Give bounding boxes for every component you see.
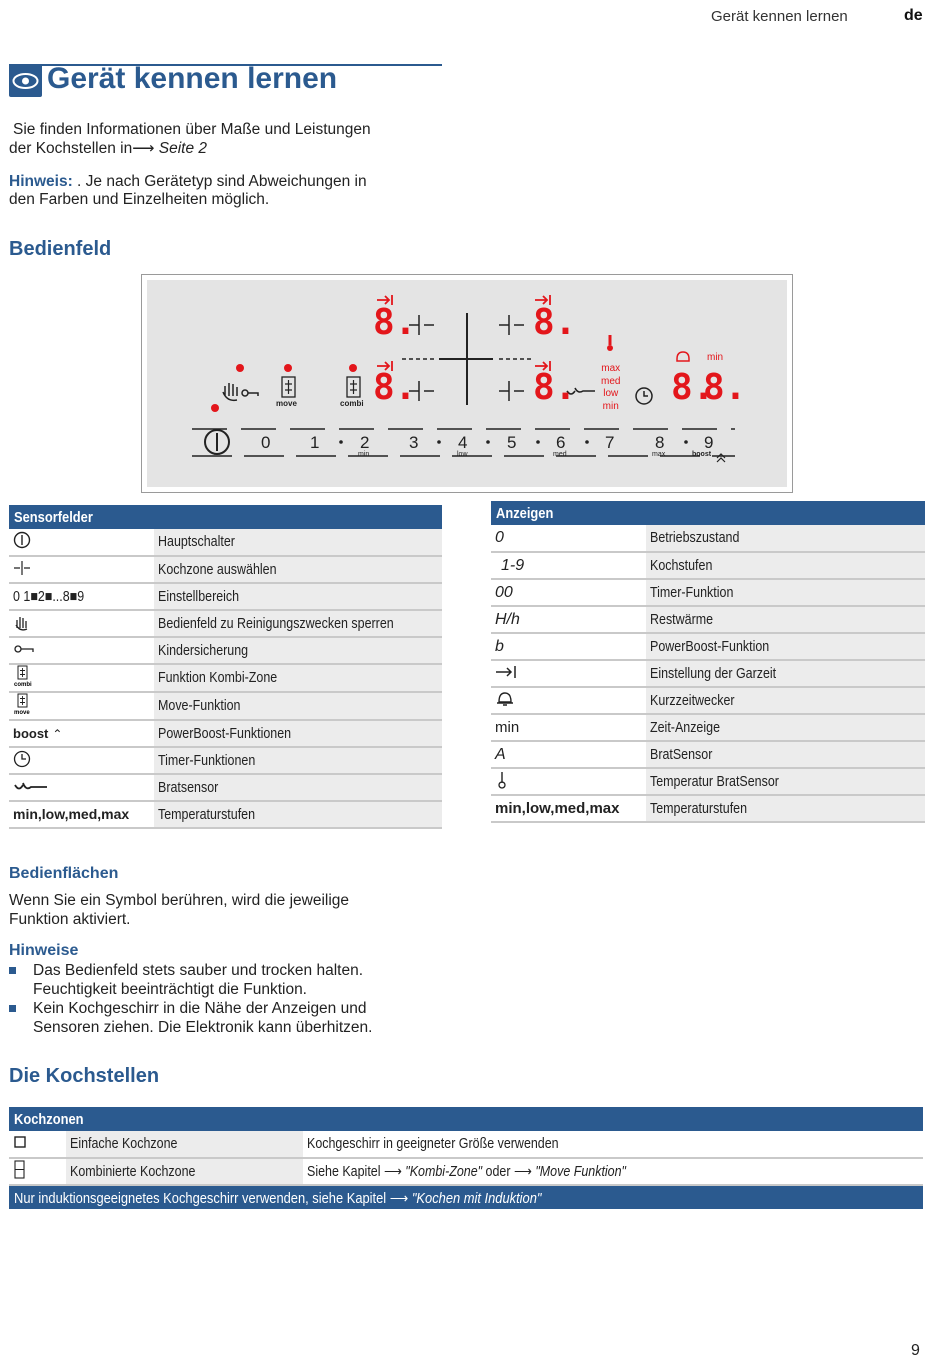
section-title-bedienfeld: Bedienfeld: [9, 238, 112, 260]
clock-icon: [9, 747, 154, 774]
power-level-2[interactable]: 2: [360, 433, 370, 452]
display-symbol: A: [491, 741, 646, 768]
hint-bullet-2-line-1: Kein Kochgeschirr in die Nähe der Anzeigen und: [33, 1000, 367, 1017]
zone-name: Kombinierte Kochzone: [66, 1158, 303, 1185]
temperature-levels-icon: min,low,med,max: [491, 795, 646, 822]
sensor-label: Move-Funktion: [154, 692, 442, 720]
section-title-kochstellen: Die Kochstellen: [9, 1065, 160, 1087]
sensor-label: Temperaturstufen: [154, 801, 442, 828]
power-level-7[interactable]: 7: [605, 433, 615, 452]
hint-label: Hinweis:: [9, 173, 73, 190]
crosshair-icon: [9, 556, 154, 583]
indicator-dot: [236, 364, 244, 372]
sensor-label: Timer-Funktionen: [154, 747, 442, 774]
move-icon: [9, 692, 154, 720]
page-title: Gerät kennen lernen: [47, 62, 338, 95]
sensor-label: Funktion Kombi-Zone: [154, 664, 442, 692]
arrow-icon: ⟶: [389, 1189, 412, 1207]
eye-icon: [9, 64, 42, 97]
under-label-min: min: [358, 451, 370, 458]
power-icon: [9, 529, 154, 556]
hint-line-1: [9, 172, 367, 191]
level-max: max: [601, 363, 621, 374]
move-function-link[interactable]: "Move Funktion": [535, 1163, 626, 1180]
zone-display-bottom-right: 8.: [533, 367, 577, 408]
hints-title: Hinweise: [9, 942, 79, 959]
single-zone-icon: [9, 1131, 66, 1158]
under-label-max: max: [652, 451, 666, 458]
power-level-6[interactable]: 6: [556, 433, 566, 452]
language-code: de: [904, 7, 923, 24]
level-min: min: [602, 400, 619, 412]
sensor-label: PowerBoost-Funktionen: [154, 720, 442, 747]
level-med: med: [601, 375, 621, 387]
arrow-icon: ⟶: [132, 140, 155, 157]
hand-icon: [9, 610, 154, 637]
key-icon: [9, 637, 154, 664]
temperature-levels: [601, 363, 620, 413]
zone-display-top-right: 8.: [533, 302, 577, 343]
hint-line-2: den Farben und Einzelheiten möglich.: [9, 191, 270, 208]
power-level-4[interactable]: 4: [458, 433, 468, 452]
indicator-dot: [349, 364, 357, 372]
display-symbol: 0: [491, 525, 646, 552]
display-label: Kurzzeitwecker: [646, 687, 925, 714]
power-level-5[interactable]: 5: [507, 433, 517, 452]
display-label: Zeit-Anzeige: [646, 714, 925, 741]
display-table-header: Anzeigen: [491, 501, 925, 525]
indicator-dot: [211, 404, 219, 412]
kochzonen-table: [9, 1107, 923, 1209]
sensor-label: Kindersicherung: [154, 637, 442, 664]
display-label: Temperaturstufen: [646, 795, 925, 822]
intro-text: der Kochstellen in: [9, 140, 133, 157]
sensor-label: Hauptschalter: [154, 529, 442, 556]
hint-bullet-1-line-1: Das Bedienfeld stets sauber und trocken halten.: [33, 962, 364, 979]
timer-display-2: 8.: [703, 367, 747, 408]
sensor-label: Bedienfeld zu Reinigungszwecken sperren: [154, 610, 442, 637]
display-symbol: 00: [491, 579, 646, 606]
arrow-icon: ⟶: [383, 1163, 406, 1180]
sensor-table-header: Sensorfelder: [9, 505, 442, 529]
min-indicator: min: [707, 352, 724, 363]
svg-text:move: move: [14, 710, 30, 715]
timer-display-1: 8.: [671, 367, 715, 408]
temperature-levels-icon: min,low,med,max: [9, 801, 154, 828]
sensor-label: Einstellbereich: [154, 583, 442, 610]
combined-zone-icon: [9, 1158, 66, 1185]
sensor-table: [9, 505, 442, 829]
hint-bullet-1-line-2: Feuchtigkeit beeinträchtigt die Funktion.: [33, 981, 307, 998]
control-panel: [147, 280, 787, 487]
indicator-dot: [284, 364, 292, 372]
display-symbol: min: [491, 714, 646, 741]
zone-display-top-left: 8.: [373, 302, 417, 343]
display-label: PowerBoost-Funktion: [646, 633, 925, 660]
cooking-time-icon: [491, 660, 646, 687]
intro-line-2: [9, 139, 207, 158]
kombi-zone-link[interactable]: "Kombi-Zone": [405, 1163, 483, 1180]
bedienflaechen-line-1: Wenn Sie ein Symbol berühren, wird die jeweilige: [9, 892, 350, 909]
power-level-8[interactable]: 8: [655, 433, 665, 452]
power-level-1[interactable]: 1: [310, 433, 320, 452]
display-table: [491, 501, 925, 823]
sensor-label: Kochzone auswählen: [154, 556, 442, 583]
induktion-link[interactable]: "Kochen mit Induktion": [411, 1189, 542, 1207]
thermometer-icon: [491, 768, 646, 795]
display-symbol: 1-9: [491, 552, 646, 579]
level-low: low: [603, 388, 619, 399]
kochzonen-footer: Nur induktionsgeeignetes Kochgeschirr verwenden, siehe Kapitel ⟶ "Kochen mit Induktion": [9, 1185, 923, 1209]
bullet-icon: [9, 1005, 16, 1012]
bell-icon: [491, 687, 646, 714]
running-header: Gerät kennen lernen: [711, 8, 848, 25]
display-label: Restwärme: [646, 606, 925, 633]
power-level-0[interactable]: 0: [261, 433, 271, 452]
zone-description: Siehe Kapitel ⟶ "Kombi-Zone" oder ⟶ "Move Funktion": [303, 1158, 923, 1185]
zone-display-bottom-left: 8.: [373, 367, 417, 408]
page-number: 9: [911, 1342, 920, 1359]
sensor-label: Bratsensor: [154, 774, 442, 801]
zone-description: Kochgeschirr in geeigneter Größe verwenden: [303, 1131, 923, 1158]
combi-label: combi: [340, 399, 364, 408]
move-label: move: [276, 399, 297, 408]
under-label-boost: boost: [692, 451, 712, 458]
boost-icon: boost ⌃: [9, 720, 154, 747]
display-label: Timer-Funktion: [646, 579, 925, 606]
display-symbol: b: [491, 633, 646, 660]
arrow-icon: ⟶: [513, 1163, 536, 1180]
page-link[interactable]: Seite 2: [158, 140, 208, 157]
hint-text: . Je nach Gerätetyp sind Abweichungen in: [72, 173, 367, 190]
display-label: Betriebszustand: [646, 525, 925, 552]
power-level-9[interactable]: 9: [704, 433, 714, 452]
pan-sensor-icon: [9, 774, 154, 801]
under-label-med: med: [553, 451, 567, 458]
bullet-icon: [9, 967, 16, 974]
kochzonen-table-header: Kochzonen: [9, 1107, 923, 1131]
under-label-low: low: [457, 451, 468, 458]
display-label: Temperatur BratSensor: [646, 768, 925, 795]
hint-bullet-2-line-2: Sensoren ziehen. Die Elektronik kann überhitzen.: [33, 1019, 373, 1036]
section-title-bedienflaechen: Bedienflächen: [9, 865, 119, 882]
intro-line-1: Sie finden Informationen über Maße und Leistungen: [13, 121, 371, 138]
display-label: Kochstufen: [646, 552, 925, 579]
zone-name: Einfache Kochzone: [66, 1131, 303, 1158]
bedienflaechen-line-2: Funktion aktiviert.: [9, 911, 131, 928]
svg-text:combi: combi: [14, 682, 32, 687]
combi-icon: [9, 664, 154, 692]
power-level-3[interactable]: 3: [409, 433, 419, 452]
display-label: BratSensor: [646, 741, 925, 768]
display-label: Einstellung der Garzeit: [646, 660, 925, 687]
range-icon: 0 1■2■...8■9: [9, 583, 154, 610]
display-symbol: H/h: [491, 606, 646, 633]
